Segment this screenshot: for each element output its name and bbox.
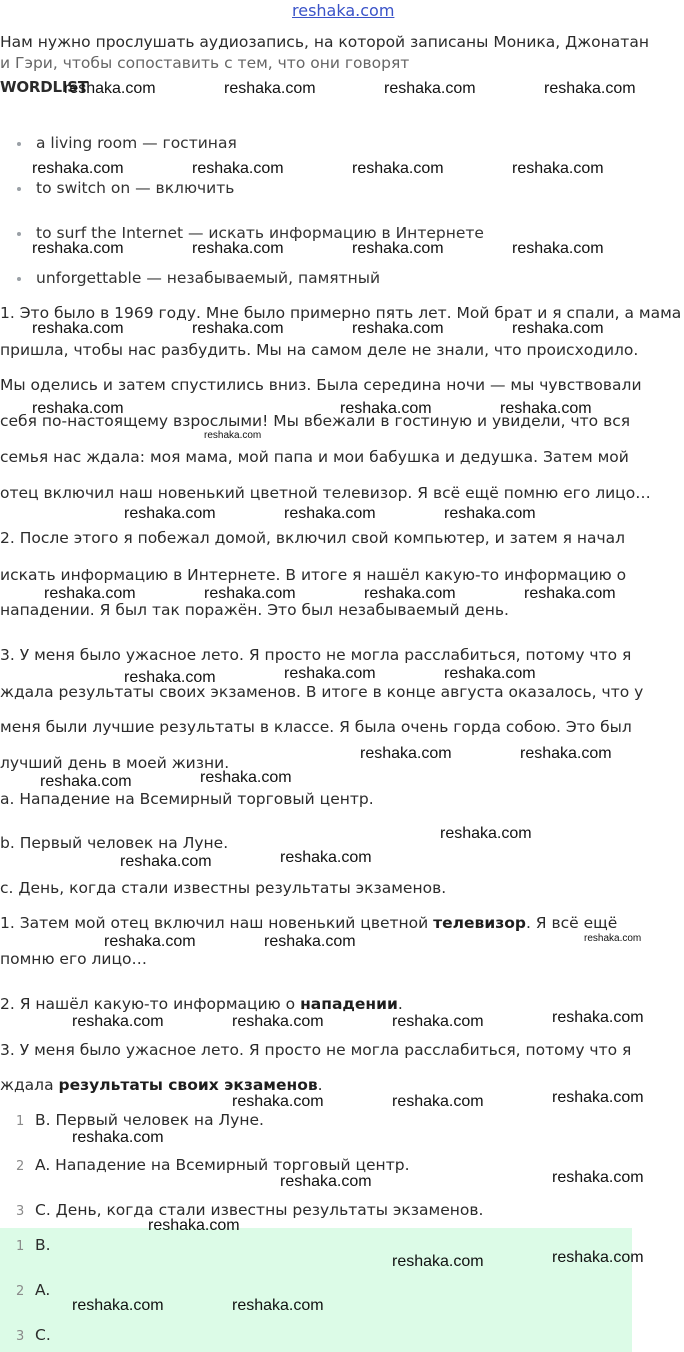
watermark: reshaka.com xyxy=(284,665,376,682)
watermark: reshaka.com xyxy=(512,320,604,337)
text-line: себя по-настоящему взрослыми! Мы вбежали в гостиную и увидели, что вся xyxy=(0,412,631,430)
answer-item: 2 A. xyxy=(16,1281,51,1299)
text-line: отец включил наш новенький цветной телевизор. Я всё ещё помню его лицо… xyxy=(0,484,651,502)
option-c: c. День, когда стали известны результаты экзаменов. xyxy=(0,879,447,897)
watermark: reshaka.com xyxy=(392,1253,484,1270)
watermark: reshaka.com xyxy=(512,240,604,257)
bullet-icon xyxy=(17,277,21,281)
wordlist-item: to surf the Internet — искать информацию в Интернете xyxy=(17,224,484,242)
watermark: reshaka.com xyxy=(120,853,212,870)
bullet-icon xyxy=(17,187,21,191)
text-line: искать информацию в Интернете. В итоге я нашёл какую-то информацию о xyxy=(0,566,627,584)
watermark: reshaka.com xyxy=(32,400,124,417)
watermark: reshaka.com xyxy=(224,80,316,97)
text-line: 3. У меня было ужасное лето. Я просто не могла расслабиться, потому что я xyxy=(0,646,632,664)
watermark: reshaka.com xyxy=(32,240,124,257)
watermark: reshaka.com xyxy=(352,320,444,337)
watermark: reshaka.com xyxy=(40,773,132,790)
intro-cut-line: и Гэри, чтобы сопоставить с тем, что они говорят xyxy=(0,54,410,72)
watermark: reshaka.com xyxy=(44,585,136,602)
watermark: reshaka.com xyxy=(512,160,604,177)
highlight-2: 2. Я нашёл какую-то информацию о нападении. xyxy=(0,995,403,1013)
wordlist-item: unforgettable — незабываемый, памятный xyxy=(17,269,380,287)
watermark: reshaka.com xyxy=(280,1173,372,1190)
text-line: ждала результаты своих экзаменов. В итоге в конце августа оказалось, что у xyxy=(0,683,644,701)
watermark: reshaka.com xyxy=(544,80,636,97)
wordlist-item: to switch on — включить xyxy=(17,179,234,197)
watermark: reshaka.com xyxy=(392,1013,484,1030)
watermark: reshaka.com xyxy=(72,1129,164,1146)
watermark: reshaka.com xyxy=(72,1013,164,1030)
text-line: 2. После этого я побежал домой, включил свой компьютер, и затем я начал xyxy=(0,529,626,547)
watermark: reshaka.com xyxy=(104,933,196,950)
wordlist-heading: WORDLIST xyxy=(0,78,88,96)
highlight-3: 3. У меня было ужасное лето. Я просто не могла расслабиться, потому что я xyxy=(0,1041,632,1059)
text-line: 1. Это было в 1969 году. Мне было примерно пять лет. Мой брат и я спали, а мама xyxy=(0,304,682,322)
watermark: reshaka.com xyxy=(204,585,296,602)
watermark: reshaka.com xyxy=(232,1093,324,1110)
highlight-1: 1. Затем мой отец включил наш новенький цветной телевизор. Я всё ещё xyxy=(0,914,618,932)
text-line: пришла, чтобы нас разбудить. Мы на самом деле не знали, что происходило. xyxy=(0,341,639,359)
watermark: reshaka.com xyxy=(204,430,262,441)
watermark: reshaka.com xyxy=(264,933,356,950)
watermark: reshaka.com xyxy=(444,505,536,522)
watermark: reshaka.com xyxy=(64,80,156,97)
watermark: reshaka.com xyxy=(552,1169,644,1186)
watermark: reshaka.com xyxy=(552,1009,644,1026)
answer-item: 3 C. xyxy=(16,1326,51,1344)
text-line: Мы оделись и затем спустились вниз. Была середина ночи — мы чувствовали xyxy=(0,376,642,394)
watermark: reshaka.com xyxy=(352,240,444,257)
watermark: reshaka.com xyxy=(232,1297,324,1314)
highlight-1-cont: помню его лицо… xyxy=(0,950,148,968)
watermark: reshaka.com xyxy=(364,585,456,602)
watermark: reshaka.com xyxy=(584,933,642,944)
watermark: reshaka.com xyxy=(392,1093,484,1110)
watermark: reshaka.com xyxy=(444,665,536,682)
bullet-icon xyxy=(17,232,21,236)
watermark: reshaka.com xyxy=(148,1217,240,1234)
watermark: reshaka.com xyxy=(124,505,216,522)
site-link[interactable]: reshaka.com xyxy=(292,1,395,20)
match-item: 3 C. День, когда стали известны результаты экзаменов. xyxy=(16,1201,484,1219)
watermark: reshaka.com xyxy=(552,1249,644,1266)
option-a: a. Нападение на Всемирный торговый центр. xyxy=(0,790,374,808)
watermark: reshaka.com xyxy=(384,80,476,97)
watermark: reshaka.com xyxy=(520,745,612,762)
bullet-icon xyxy=(17,142,21,146)
highlight-3-cont: ждала результаты своих экзаменов. xyxy=(0,1076,323,1094)
watermark: reshaka.com xyxy=(552,1089,644,1106)
intro-text: Нам нужно прослушать аудиозапись, на которой записаны Моника, Джонатан xyxy=(0,33,649,51)
watermark: reshaka.com xyxy=(340,400,432,417)
watermark: reshaka.com xyxy=(280,849,372,866)
watermark: reshaka.com xyxy=(232,1013,324,1030)
answer-block xyxy=(0,1228,632,1352)
watermark: reshaka.com xyxy=(524,585,616,602)
match-item: 1 B. Первый человек на Луне. xyxy=(16,1111,264,1129)
watermark: reshaka.com xyxy=(440,825,532,842)
answer-item: 1 B. xyxy=(16,1236,51,1254)
watermark: reshaka.com xyxy=(32,320,124,337)
watermark: reshaka.com xyxy=(124,669,216,686)
wordlist-item: a living room — гостиная xyxy=(17,134,237,152)
watermark: reshaka.com xyxy=(284,505,376,522)
watermark: reshaka.com xyxy=(500,400,592,417)
watermark: reshaka.com xyxy=(72,1297,164,1314)
watermark: reshaka.com xyxy=(192,160,284,177)
option-b: b. Первый человек на Луне. xyxy=(0,834,229,852)
watermark: reshaka.com xyxy=(360,745,452,762)
text-line: лучший день в моей жизни. xyxy=(0,754,230,772)
watermark: reshaka.com xyxy=(192,240,284,257)
watermark: reshaka.com xyxy=(192,320,284,337)
text-line: нападении. Я был так поражён. Это был незабываемый день. xyxy=(0,601,509,619)
watermark: reshaka.com xyxy=(352,160,444,177)
text-line: семья нас ждала: моя мама, мой папа и мои бабушка и дедушка. Затем мой xyxy=(0,448,629,466)
match-item: 2 A. Нападение на Всемирный торговый центр. xyxy=(16,1156,410,1174)
watermark: reshaka.com xyxy=(32,160,124,177)
watermark: reshaka.com xyxy=(200,769,292,786)
text-line: меня были лучшие результаты в классе. Я была очень горда собою. Это был xyxy=(0,718,632,736)
